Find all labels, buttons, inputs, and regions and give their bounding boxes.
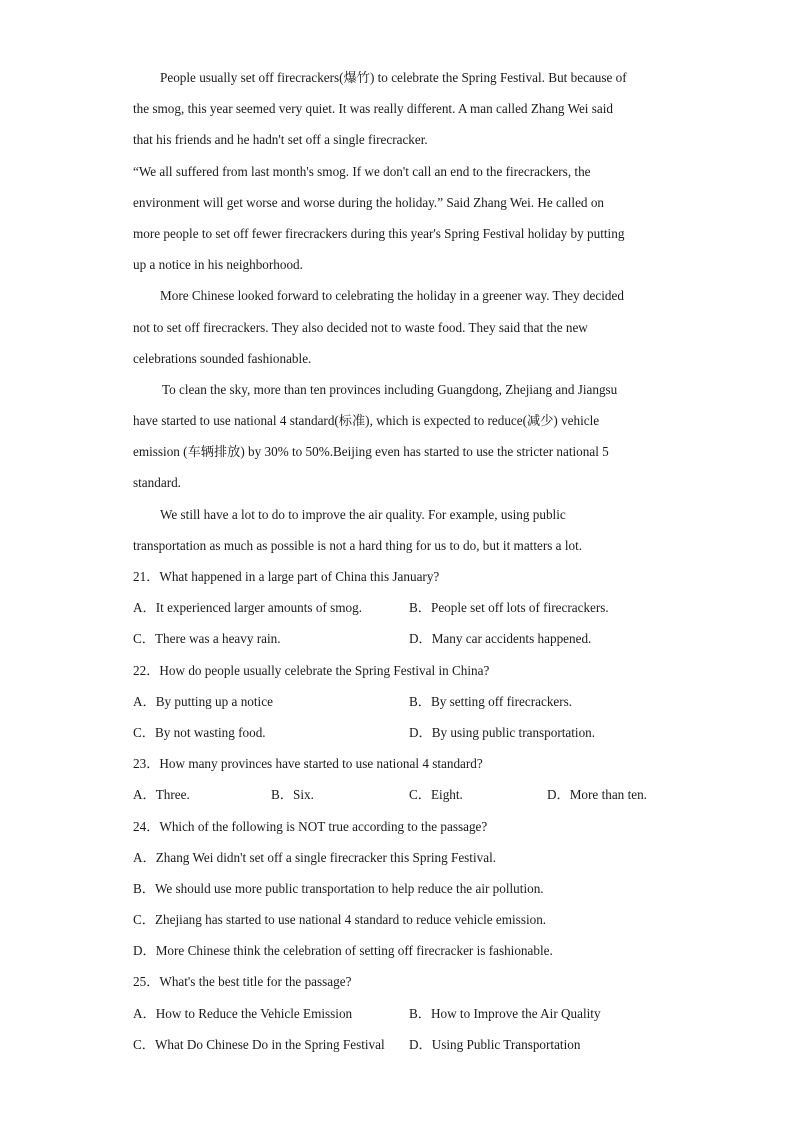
passage-line: To clean the sky, more than ten provinces including Guangdong, Zhejiang and Jiangsu — [162, 381, 618, 397]
passage-line: We still have a lot to do to improve the air quality. For example, using public — [160, 506, 566, 522]
document-body — [133, 62, 668, 1060]
passage-line: have started to use national 4 standard(标准), which is expected to reduce(减少) vehicle — [133, 413, 600, 429]
question-text: 25．What's the best title for the passage? — [133, 974, 352, 990]
passage-line: the smog, this year seemed very quiet. It was really different. A man called Zhang Wei said — [133, 101, 614, 117]
passage-line: People usually set off firecrackers(爆竹) to celebrate the Spring Festival. But because of — [160, 70, 627, 85]
passage-line: celebrations sounded fashionable. — [133, 350, 312, 366]
option-a[interactable]: A．Three. — [133, 787, 190, 803]
passage-line: transportation as much as possible is not a hard thing for us to do, but it matters a lot. — [133, 537, 583, 553]
option-row — [133, 998, 668, 1029]
option-row — [133, 686, 668, 717]
passage-line: more people to set off fewer firecrackers during this year's Spring Festival holiday by putting — [133, 225, 625, 241]
passage-line: that his friends and he hadn't set off a single firecracker. — [133, 132, 428, 148]
question-text: 21．What happened in a large part of China this January? — [133, 569, 440, 584]
passage-paragraph-5 — [133, 499, 668, 561]
passage-paragraph-4 — [133, 374, 668, 499]
option-c[interactable]: C．Eight. — [409, 787, 463, 803]
question-21 — [133, 561, 668, 655]
option-b[interactable]: B．By setting off firecrackers. — [409, 693, 573, 709]
question-text: 22．How do people usually celebrate the Spring Festival in China? — [133, 662, 490, 678]
passage-line: environment will get worse and worse during the holiday.” Said Zhang Wei. He called on — [133, 194, 605, 210]
option-row — [133, 1029, 668, 1060]
option-row — [133, 779, 668, 810]
option-d[interactable]: D．Many car accidents happened. — [409, 631, 592, 647]
question-24 — [133, 811, 668, 967]
option-c[interactable]: C．There was a heavy rain. — [133, 631, 281, 647]
passage-paragraph-2 — [133, 156, 668, 281]
option-c[interactable]: C．What Do Chinese Do in the Spring Festival — [133, 1036, 385, 1052]
question-25 — [133, 966, 668, 1060]
option-c[interactable]: C．By not wasting food. — [133, 724, 266, 740]
option-a[interactable]: A．By putting up a notice — [133, 693, 273, 709]
option-d[interactable]: D．More than ten. — [547, 787, 647, 803]
question-text: 23．How many provinces have started to use national 4 standard? — [133, 756, 483, 772]
option-row — [133, 623, 668, 654]
option-b[interactable]: B．People set off lots of firecrackers. — [409, 600, 609, 616]
passage-line: up a notice in his neighborhood. — [133, 257, 303, 273]
option-d[interactable]: D．By using public transportation. — [409, 724, 596, 740]
option-b[interactable]: B．How to Improve the Air Quality — [409, 1005, 601, 1021]
option-row — [133, 592, 668, 623]
option-d[interactable]: D．More Chinese think the celebration of setting off firecracker is fashionable. — [133, 943, 553, 959]
option-a[interactable]: A．It experienced larger amounts of smog. — [133, 600, 363, 616]
passage-line: More Chinese looked forward to celebrating the holiday in a greener way. They decided — [160, 288, 624, 304]
option-d[interactable]: D．Using Public Transportation — [409, 1036, 581, 1052]
option-b[interactable]: B．Six. — [271, 787, 314, 803]
passage-line: standard. — [133, 475, 181, 491]
question-23 — [133, 748, 668, 810]
option-b[interactable]: B．We should use more public transportation to help reduce the air pollution. — [133, 880, 544, 896]
passage-line: “We all suffered from last month's smog. If we don't call an end to the firecrackers, the — [133, 163, 591, 179]
option-row — [133, 717, 668, 748]
passage-paragraph-1 — [133, 62, 668, 156]
option-a[interactable]: A．Zhang Wei didn't set off a single firecracker this Spring Festival. — [133, 849, 497, 865]
passage-line: not to set off firecrackers. They also decided not to waste food. They said that the new — [133, 319, 588, 335]
passage-paragraph-3 — [133, 280, 668, 374]
passage-line: emission (车辆排放) by 30% to 50%.Beijing even has started to use the stricter national 5 — [133, 444, 609, 460]
option-c[interactable]: C．Zhejiang has started to use national 4 standard to reduce vehicle emission. — [133, 912, 547, 928]
question-22 — [133, 655, 668, 749]
option-a[interactable]: A．How to Reduce the Vehicle Emission — [133, 1005, 353, 1021]
question-text: 24．Which of the following is NOT true according to the passage? — [133, 818, 488, 834]
